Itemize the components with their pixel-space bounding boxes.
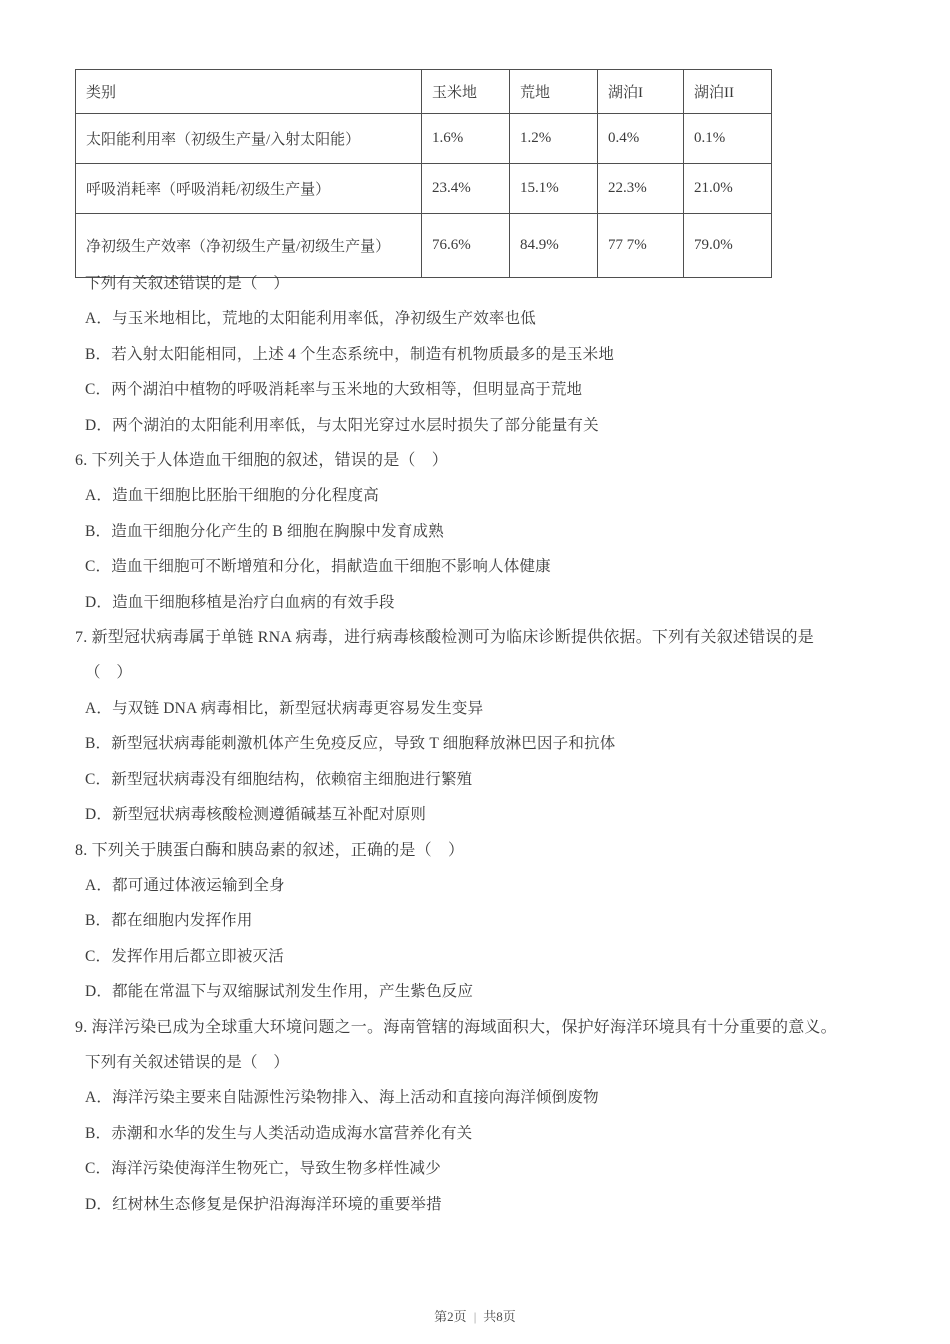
question-stem: 下列有关叙述错误的是（ ） bbox=[85, 275, 290, 292]
table-cell-value: 0.1% bbox=[684, 114, 772, 164]
table-cell-value: 79.0% bbox=[684, 214, 772, 278]
table-row bbox=[76, 164, 772, 214]
table-header-wasteland: 荒地 bbox=[510, 70, 598, 114]
question-stem-continued: 下列有关叙述错误的是（ ） bbox=[85, 1053, 290, 1071]
question-option: D．都能在常温下与双缩脲试剂发生作用，产生紫色反应 bbox=[85, 983, 474, 1001]
table-cell-value: 15.1% bbox=[510, 164, 598, 214]
table-header-lake2: 湖泊II bbox=[684, 70, 772, 114]
question-option: C．海洋污染使海洋生物死亡，导致生物多样性减少 bbox=[85, 1160, 441, 1178]
question-stem: 8. 下列关于胰蛋白酶和胰岛素的叙述，正确的是（ ） bbox=[75, 841, 465, 859]
footer-separator: | bbox=[473, 1309, 477, 1324]
question-stem-continued: （ ） bbox=[85, 664, 133, 682]
question-option: B．新型冠状病毒能刺激机体产生免疫反应，导致 T 细胞释放淋巴因子和抗体 bbox=[85, 735, 616, 753]
question-9 bbox=[75, 1010, 945, 1222]
table-cell-value: 1.2% bbox=[510, 114, 598, 164]
question-8 bbox=[75, 833, 945, 1010]
question-stem: 7. 新型冠状病毒属于单链 RNA 病毒，进行病毒核酸检测可为临床诊断提供依据。下列有关叙述错误的是 bbox=[75, 629, 814, 647]
question-6 bbox=[75, 443, 945, 620]
question-option: B．都在细胞内发挥作用 bbox=[85, 912, 253, 930]
question-option: C．新型冠状病毒没有细胞结构，依赖宿主细胞进行繁殖 bbox=[85, 770, 473, 788]
page-total: 共8页 bbox=[483, 1309, 516, 1324]
page-number: 第2页 bbox=[434, 1309, 467, 1324]
question-option: B．赤潮和水华的发生与人类活动造成海水富营养化有关 bbox=[85, 1124, 473, 1142]
table-cell-value: 1.6% bbox=[422, 114, 510, 164]
table-header-row bbox=[76, 70, 772, 114]
table-cell-value: 22.3% bbox=[598, 164, 684, 214]
question-option: D．新型冠状病毒核酸检测遵循碱基互补配对原则 bbox=[85, 806, 427, 824]
question-option: C．两个湖泊中植物的呼吸消耗率与玉米地的大致相等，但明显高于荒地 bbox=[85, 381, 583, 399]
question-option: D．造血干细胞移植是治疗白血病的有效手段 bbox=[85, 593, 395, 611]
table-header-lake1: 湖泊I bbox=[598, 70, 684, 114]
question-option: A．与玉米地相比，荒地的太阳能利用率低，净初级生产效率也低 bbox=[85, 310, 536, 328]
table-cell-value: 23.4% bbox=[422, 164, 510, 214]
table-cell-label: 呼吸消耗率（呼吸消耗/初级生产量） bbox=[76, 164, 422, 214]
questions-block bbox=[75, 266, 945, 1222]
table-row bbox=[76, 114, 772, 164]
question-7 bbox=[75, 620, 945, 832]
question-option: A．与双链 DNA 病毒相比，新型冠状病毒更容易发生变异 bbox=[85, 699, 484, 717]
question-option: A．都可通过体液运输到全身 bbox=[85, 876, 285, 894]
question-option: D．红树林生态修复是保护沿海海洋环境的重要举措 bbox=[85, 1195, 442, 1213]
table-cell-value: 0.4% bbox=[598, 114, 684, 164]
question-option: A．造血干细胞比胚胎干细胞的分化程度高 bbox=[85, 487, 379, 505]
question-option: B．若入射太阳能相同，上述 4 个生态系统中，制造有机物质最多的是玉米地 bbox=[85, 345, 615, 363]
table-cell-label: 太阳能利用率（初级生产量/入射太阳能） bbox=[76, 114, 422, 164]
table-cell-value: 76.6% bbox=[422, 214, 510, 278]
table-cell-value: 77 7% bbox=[598, 214, 684, 278]
question-option: C．发挥作用后都立即被灭活 bbox=[85, 947, 284, 965]
table-header-cornfield: 玉米地 bbox=[422, 70, 510, 114]
table-header-category: 类别 bbox=[76, 70, 422, 114]
question-option: B．造血干细胞分化产生的 B 细胞在胸腺中发育成熟 bbox=[85, 522, 444, 540]
ecosystem-energy-table bbox=[75, 69, 772, 278]
question-stem: 9. 海洋污染已成为全球重大环境问题之一。海南管辖的海域面积大，保护好海洋环境具有十分重要的意义。 bbox=[75, 1018, 837, 1036]
question-stem: 6. 下列关于人体造血干细胞的叙述，错误的是（ ） bbox=[75, 452, 449, 470]
table-cell-value: 21.0% bbox=[684, 164, 772, 214]
table-cell-value: 84.9% bbox=[510, 214, 598, 278]
table-cell-label: 净初级生产效率（净初级生产量/初级生产量） bbox=[76, 214, 422, 278]
question-option: A．海洋污染主要来自陆源性污染物排入、海上活动和直接向海洋倾倒废物 bbox=[85, 1089, 599, 1107]
question-option: D．两个湖泊的太阳能利用率低，与太阳光穿过水层时损失了部分能量有关 bbox=[85, 416, 599, 434]
question-option: C．造血干细胞可不断增殖和分化，捐献造血干细胞不影响人体健康 bbox=[85, 558, 551, 576]
question-5 bbox=[85, 266, 945, 443]
page-footer bbox=[0, 1306, 950, 1325]
